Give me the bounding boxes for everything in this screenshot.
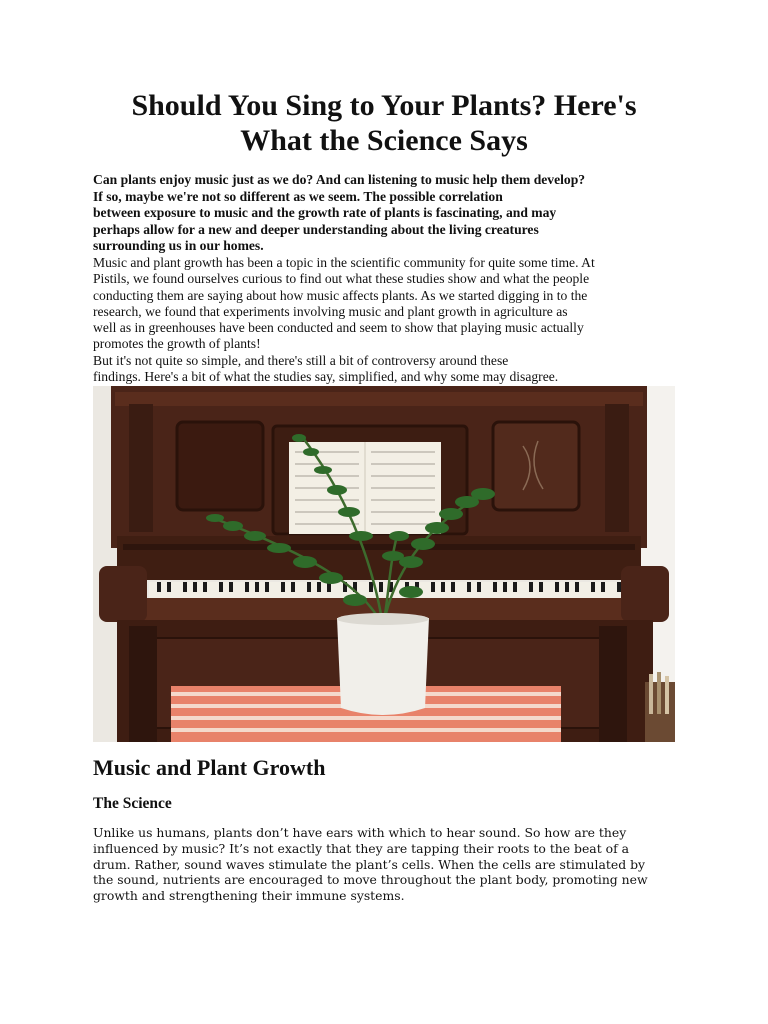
- science-line: Unlike us humans, plants don’t have ears with which to hear sound. So how are they: [93, 825, 627, 840]
- science-line: the sound, nutrients are encouraged to move throughout the plant body, promoting new: [93, 872, 648, 888]
- body-line: findings. Here's a bit of what the studies say, simplified, and why some may disagree.: [93, 369, 559, 385]
- science-line: growth and strengthening their immune systems.: [93, 888, 405, 904]
- title-line: Should You Sing to Your Plants? Here's: [131, 89, 637, 122]
- intro-line: perhaps allow for a new and deeper understanding about the living creatures: [93, 221, 539, 237]
- section-heading: Music and Plant Growth: [93, 755, 326, 780]
- subsection-heading: The Science: [93, 795, 172, 812]
- body-line: conducting them are saying about how music affects plants. As we started digging in to the: [93, 287, 588, 303]
- body-paragraph: [93, 255, 683, 385]
- piano-plant-illustration: [93, 386, 675, 742]
- title-line: What the Science Says: [240, 124, 528, 157]
- intro-paragraph: [93, 172, 678, 255]
- body-line: well as in greenhouses have been conducted and seem to show that playing music actually: [93, 320, 584, 336]
- science-paragraph: [93, 825, 683, 904]
- article-title: [93, 88, 675, 158]
- body-line: promotes the growth of plants!: [93, 336, 261, 352]
- body-line: Pistils, we found ourselves curious to find out what these studies show and what the people: [93, 271, 590, 287]
- intro-line: surrounding us in our homes.: [93, 238, 264, 254]
- intro-line: between exposure to music and the growth rate of plants is fascinating, and may: [93, 205, 557, 221]
- intro-line: Can plants enjoy music just as we do? And can listening to music help them develop?: [93, 172, 586, 187]
- science-line: influenced by music? It’s not exactly that they are tapping their roots to the beat of a: [93, 840, 629, 856]
- body-line: But it's not quite so simple, and there's still a bit of controversy around these: [93, 352, 509, 368]
- science-line: drum. Rather, sound waves stimulate the plant’s cells. When the cells are stimulated by: [93, 856, 646, 872]
- piano-plant-photo: [93, 386, 675, 742]
- body-line: research, we found that experiments involving music and plant growth in agriculture as: [93, 303, 568, 319]
- body-line: Music and plant growth has been a topic in the scientific community for quite some time. At: [93, 255, 595, 270]
- intro-line: If so, maybe we're not so different as we seem. The possible correlation: [93, 188, 503, 204]
